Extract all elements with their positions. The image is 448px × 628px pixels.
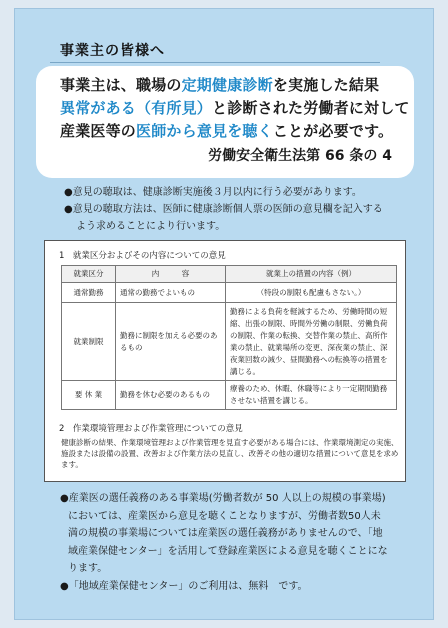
- table-cell: 勤務による負荷を軽減するため、労働時間の短縮、出張の制限、時間外労働の制限、労働負荷の制限、作業の転換、交替作業の禁止、高所作業の禁止、就業場所の変更、深夜業の禁止、深夜業回数の減少、昼間勤務への転換等の措置を講じる。: [226, 303, 397, 381]
- table-cell: 通常の勤務でよいもの: [116, 283, 226, 303]
- section-2-body: 健康診断の結果、作業環境管理および作業管理を見直す必要がある場合には、作業環境測定の実施、施設または設備の設置、改善および作業方法の見直し、改善その他の適切な措置について意見を求めます。: [61, 438, 399, 469]
- heading-underline: [50, 62, 380, 63]
- note-line: ●産業医の選任義務のある事業場(労働者数が 50 人以上の規模の事業場): [60, 493, 386, 504]
- bullet-method-cont: よう求めることにより行います。: [76, 221, 226, 232]
- section-2-title: 2 作業環境管理および作業管理についての意見: [59, 424, 243, 434]
- bullet-method: ●意見の聴取方法は、医師に健康診断個人票の医師の意見欄を記入する: [64, 204, 383, 215]
- note-line: においては、産業医から意見を聴くことなりますが、労働者数50人未: [68, 510, 381, 522]
- law-reference: 労働安全衛生法第 66 条の 4: [208, 148, 392, 164]
- table-cell: 勤務を休む必要のあるもの: [116, 381, 226, 410]
- note-free-of-charge: ●「地域産業保健センター」のご利用は、無料 です。: [60, 580, 308, 592]
- key-message-box: [36, 66, 414, 178]
- table-cell: 勤務に制限を加える必要のあるもの: [116, 303, 226, 381]
- table-row: [62, 381, 397, 410]
- highlight-periodic-checkup: 定期健康診断: [181, 76, 273, 94]
- note-line: ります。: [68, 563, 108, 574]
- work-classification-table: [61, 265, 397, 410]
- table-cell: 要 休 業: [62, 381, 116, 410]
- table-header: 内 容: [116, 266, 226, 283]
- highlight-hear-doctor-opinion: 医師から意見を聴く: [136, 122, 273, 140]
- page-heading: 事業主の皆様へ: [60, 43, 165, 59]
- table-row: [62, 303, 397, 381]
- note-line: 満の規模の事業場については産業医の選任義務がありませんので、「地: [68, 528, 383, 539]
- table-cell: 就業制限: [62, 303, 116, 381]
- table-row: [62, 283, 397, 303]
- table-header: 就業区分: [62, 266, 116, 283]
- table-header-row: [62, 266, 397, 283]
- table-header: 就業上の措置の内容（例）: [226, 266, 397, 283]
- opinion-bullets: [64, 184, 414, 235]
- key-message-line-2: 異常がある（有所見）と診断された労働者に対して: [60, 99, 410, 117]
- table-cell: （特段の制限も配慮もさない。）: [226, 283, 397, 303]
- opinion-form-panel: [44, 240, 406, 482]
- support-center-notes: [60, 490, 420, 595]
- key-message-line-1: 事業主は、職場の定期健康診断を実施した結果: [60, 76, 380, 94]
- note-line: 域産業保健センター」を活用して登録産業医による意見を聴くことにな: [68, 545, 388, 557]
- highlight-abnormal-finding: 異常がある（有所見）: [60, 99, 213, 117]
- table-cell: 療養のため、休暇、休職等により一定期間勤務させない措置を講じる。: [226, 381, 397, 410]
- bullet-timing: ●意見の聴取は、健康診断実施後３月以内に行う必要があります。: [64, 187, 362, 198]
- section-1-title: 1 就業区分およびその内容についての意見: [59, 251, 226, 261]
- key-message-line-3: 産業医等の医師から意見を聴くことが必要です。: [60, 122, 394, 140]
- table-cell: 通常勤務: [62, 283, 116, 303]
